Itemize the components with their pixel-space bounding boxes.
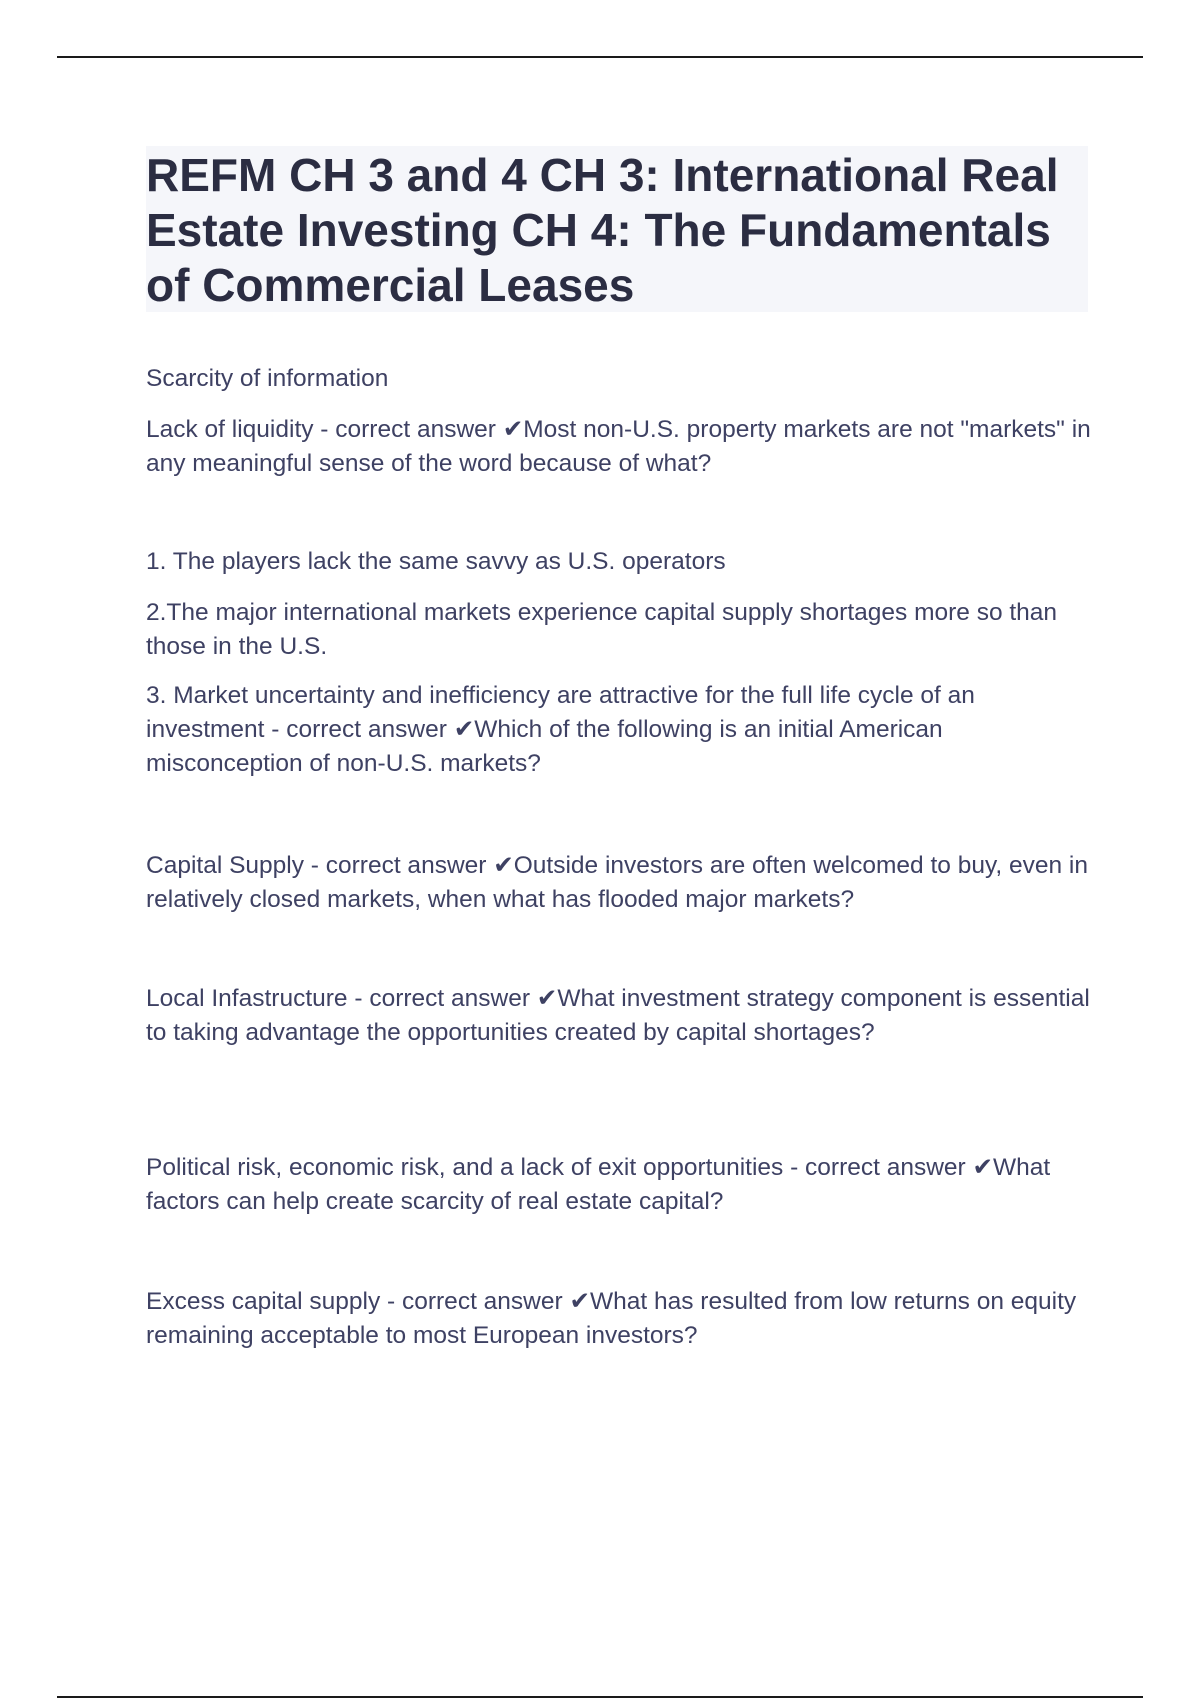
paragraph-political-risk: Political risk, economic risk, and a lack of exit opportunities - correct answer ✔What factors can help create scarcity of real estate capital?	[146, 1154, 1051, 1215]
bottom-rule	[57, 1696, 1143, 1698]
paragraph-excess-capital: Excess capital supply - correct answer ✔What has resulted from low returns on equity remaining acceptable to most European investors?	[146, 1288, 1077, 1349]
paragraph-item-2: 2.The major international markets experience capital supply shortages more so than those in the U.S.	[146, 599, 1058, 660]
paragraph-liquidity: Lack of liquidity - correct answer ✔Most non-U.S. property markets are not "markets" in any meaningful sense of the word because of what?	[146, 416, 1091, 477]
top-rule	[57, 56, 1143, 58]
paragraph-item-3: 3. Market uncertainty and inefficiency are attractive for the full life cycle of an investment - correct answer ✔Which of the following is an initial American misconception of non-U.S. markets?	[146, 682, 975, 777]
paragraph-item-1: 1. The players lack the same savvy as U.S. operators	[146, 548, 726, 575]
paragraph-local-infrastructure: Local Infastructure - correct answer ✔What investment strategy component is essential to taking advantage the opportunities created by capital shortages?	[146, 985, 1090, 1046]
paragraph-scarcity: Scarcity of information	[146, 365, 389, 392]
title-block	[146, 146, 1088, 312]
page-title: REFM CH 3 and 4 CH 3: International Real Estate Investing CH 4: The Fundamentals of Commercial Leases	[146, 149, 1059, 311]
paragraph-capital-supply: Capital Supply - correct answer ✔Outside investors are often welcomed to buy, even in relatively closed markets, when what has flooded major markets?	[146, 852, 1088, 913]
